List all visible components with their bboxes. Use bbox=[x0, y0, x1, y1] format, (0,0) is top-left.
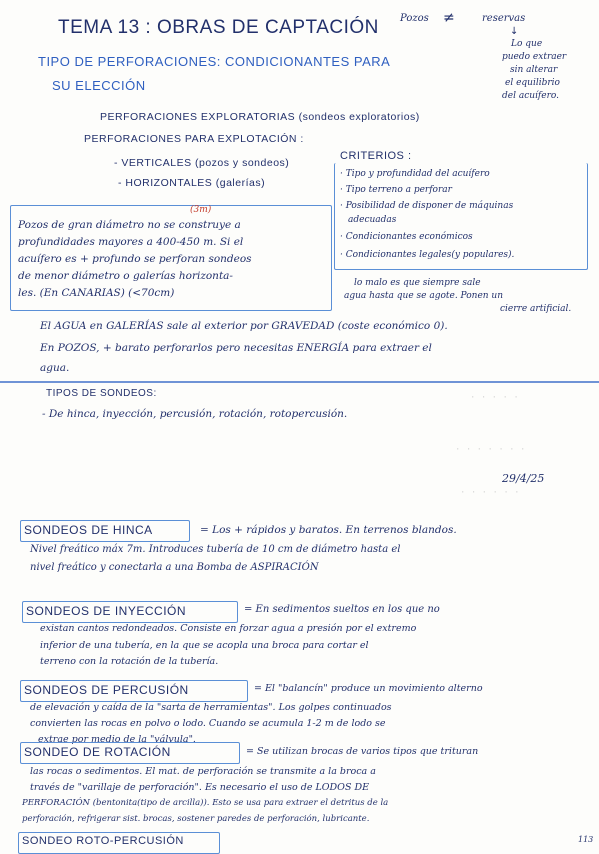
pozos-line: profundidades mayores a 400-450 m. Si el bbox=[18, 236, 244, 248]
criterio-item: · Tipo terreno a perforar bbox=[340, 185, 452, 195]
side-note-line: puedo extraer bbox=[502, 52, 567, 62]
def-line: de elevación y caída de la "sarta de herramientas". Los golpes continuados bbox=[30, 702, 392, 713]
criterio-item: · Posibilidad de disponer de máquinas bbox=[340, 201, 514, 211]
def-line: las rocas o sedimentos. El mat. de perforación se transmite a la broca a bbox=[30, 766, 376, 777]
term-percusion: SONDEOS DE PERCUSIÓN bbox=[24, 683, 189, 697]
bleed-through-mark: · · · · · · · bbox=[455, 445, 526, 455]
side-note-line: sin alterar bbox=[510, 65, 558, 75]
agua-paragraph-line: En POZOS, + barato perforarlos pero necesitas ENERGÍA para extraer el bbox=[40, 342, 432, 354]
def-line: = El "balancín" produce un movimiento alterno bbox=[254, 683, 483, 694]
term-rotopercusion: SONDEO ROTO-PERCUSIÓN bbox=[22, 835, 184, 847]
bleed-through-mark: · · · · · · bbox=[460, 488, 520, 498]
agua-note: lo malo es que siempre sale bbox=[354, 278, 481, 288]
side-note-line: del acuífero. bbox=[502, 91, 559, 101]
side-note-line: el equilibrio bbox=[505, 78, 560, 88]
def-line: = Se utilizan brocas de varios tipos que trituran bbox=[246, 746, 479, 757]
perforacion-line: PERFORACIONES PARA EXPLOTACIÓN : bbox=[84, 133, 304, 145]
criterio-item: · Tipo y profundidad del acuífero bbox=[340, 169, 490, 179]
def-line: = En sedimentos sueltos en los que no bbox=[244, 604, 440, 615]
def-line: Nivel freático máx 7m. Introduces tubería de 10 cm de diámetro hasta el bbox=[30, 544, 401, 555]
agua-paragraph-line: El AGUA en GALERÍAS sale al exterior por GRAVEDAD (coste económico 0). bbox=[40, 320, 448, 332]
def-line: nivel freático y conectarla a una Bomba de ASPIRACIÓN bbox=[30, 562, 319, 573]
agua-note: agua hasta que se agote. Ponen un bbox=[344, 291, 504, 301]
arrow-down-icon: ↓ bbox=[510, 26, 519, 37]
def-line: terreno con la rotación de la tubería. bbox=[40, 656, 219, 667]
section-heading: TIPO DE PERFORACIONES: CONDICIONANTES PARA bbox=[38, 54, 391, 69]
subtipo-line: - VERTICALES (pozos y sondeos) bbox=[114, 157, 290, 169]
subtipo-line: - HORIZONTALES (galerías) bbox=[118, 177, 266, 189]
side-note-pozos: Pozos bbox=[400, 13, 429, 24]
date-label: 29/4/25 bbox=[502, 472, 545, 485]
page-title: TEMA 13 : OBRAS DE CAPTACIÓN bbox=[58, 17, 379, 38]
not-equal-icon: ≠ bbox=[443, 10, 455, 26]
annotation-3m: (3m) bbox=[190, 205, 212, 215]
section-divider bbox=[0, 381, 599, 383]
criterios-heading: CRITERIOS : bbox=[340, 150, 412, 162]
def-line: = Los + rápidos y baratos. En terrenos blandos. bbox=[200, 524, 457, 536]
agua-paragraph-line: agua. bbox=[40, 362, 70, 374]
term-hinca: SONDEOS DE HINCA bbox=[24, 523, 153, 537]
page-number: 113 bbox=[578, 835, 594, 844]
sondeos-list: - De hinca, inyección, percusión, rotación, rotopercusión. bbox=[42, 408, 348, 420]
sondeos-heading: TIPOS DE SONDEOS: bbox=[46, 388, 157, 399]
term-rotacion: SONDEO DE ROTACIÓN bbox=[24, 745, 171, 759]
def-line: existan cantos redondeados. Consiste en forzar agua a presión por el extremo bbox=[40, 623, 417, 634]
criterio-item: · Condicionantes legales(y populares). bbox=[340, 250, 515, 260]
def-line: convierten las rocas en polvo o lodo. Cuando se acumula 1-2 m de lodo se bbox=[30, 718, 386, 729]
pozos-line: les. (En CANARIAS) (<70cm) bbox=[18, 287, 175, 299]
side-note-line: Lo que bbox=[511, 39, 543, 49]
section-heading: SU ELECCIÓN bbox=[52, 78, 146, 93]
def-line: extrae por medio de la "válvula". bbox=[38, 734, 196, 745]
term-inyeccion: SONDEOS DE INYECCIÓN bbox=[26, 604, 187, 618]
pozos-line: acuífero es + profundo se perforan sondeos bbox=[18, 253, 252, 265]
agua-note: cierre artificial. bbox=[500, 304, 572, 314]
criterio-item: · Condicionantes económicos bbox=[340, 232, 473, 242]
criterio-item: adecuadas bbox=[348, 215, 397, 225]
bleed-through-mark: · · · · · bbox=[470, 393, 519, 403]
def-line: través de "varillaje de perforación". Es necesario el uso de LODOS DE bbox=[30, 782, 370, 793]
def-line: inferior de una tubería, en la que se acopla una broca para cortar el bbox=[40, 640, 369, 651]
perforacion-line: PERFORACIONES EXPLORATORIAS (sondeos exploratorios) bbox=[100, 111, 420, 123]
pozos-line: de menor diámetro o galerías horizonta- bbox=[18, 270, 233, 282]
pozos-line: Pozos de gran diámetro no se construye a bbox=[18, 219, 241, 231]
def-line: perforación, refrigerar sist. brocas, sostener paredes de perforación, lubricante. bbox=[22, 814, 370, 824]
def-line: PERFORACIÓN (bentonita(tipo de arcilla)). Esto se usa para extraer el detritus de la bbox=[22, 798, 389, 808]
side-note-reservas: reservas bbox=[482, 13, 526, 24]
